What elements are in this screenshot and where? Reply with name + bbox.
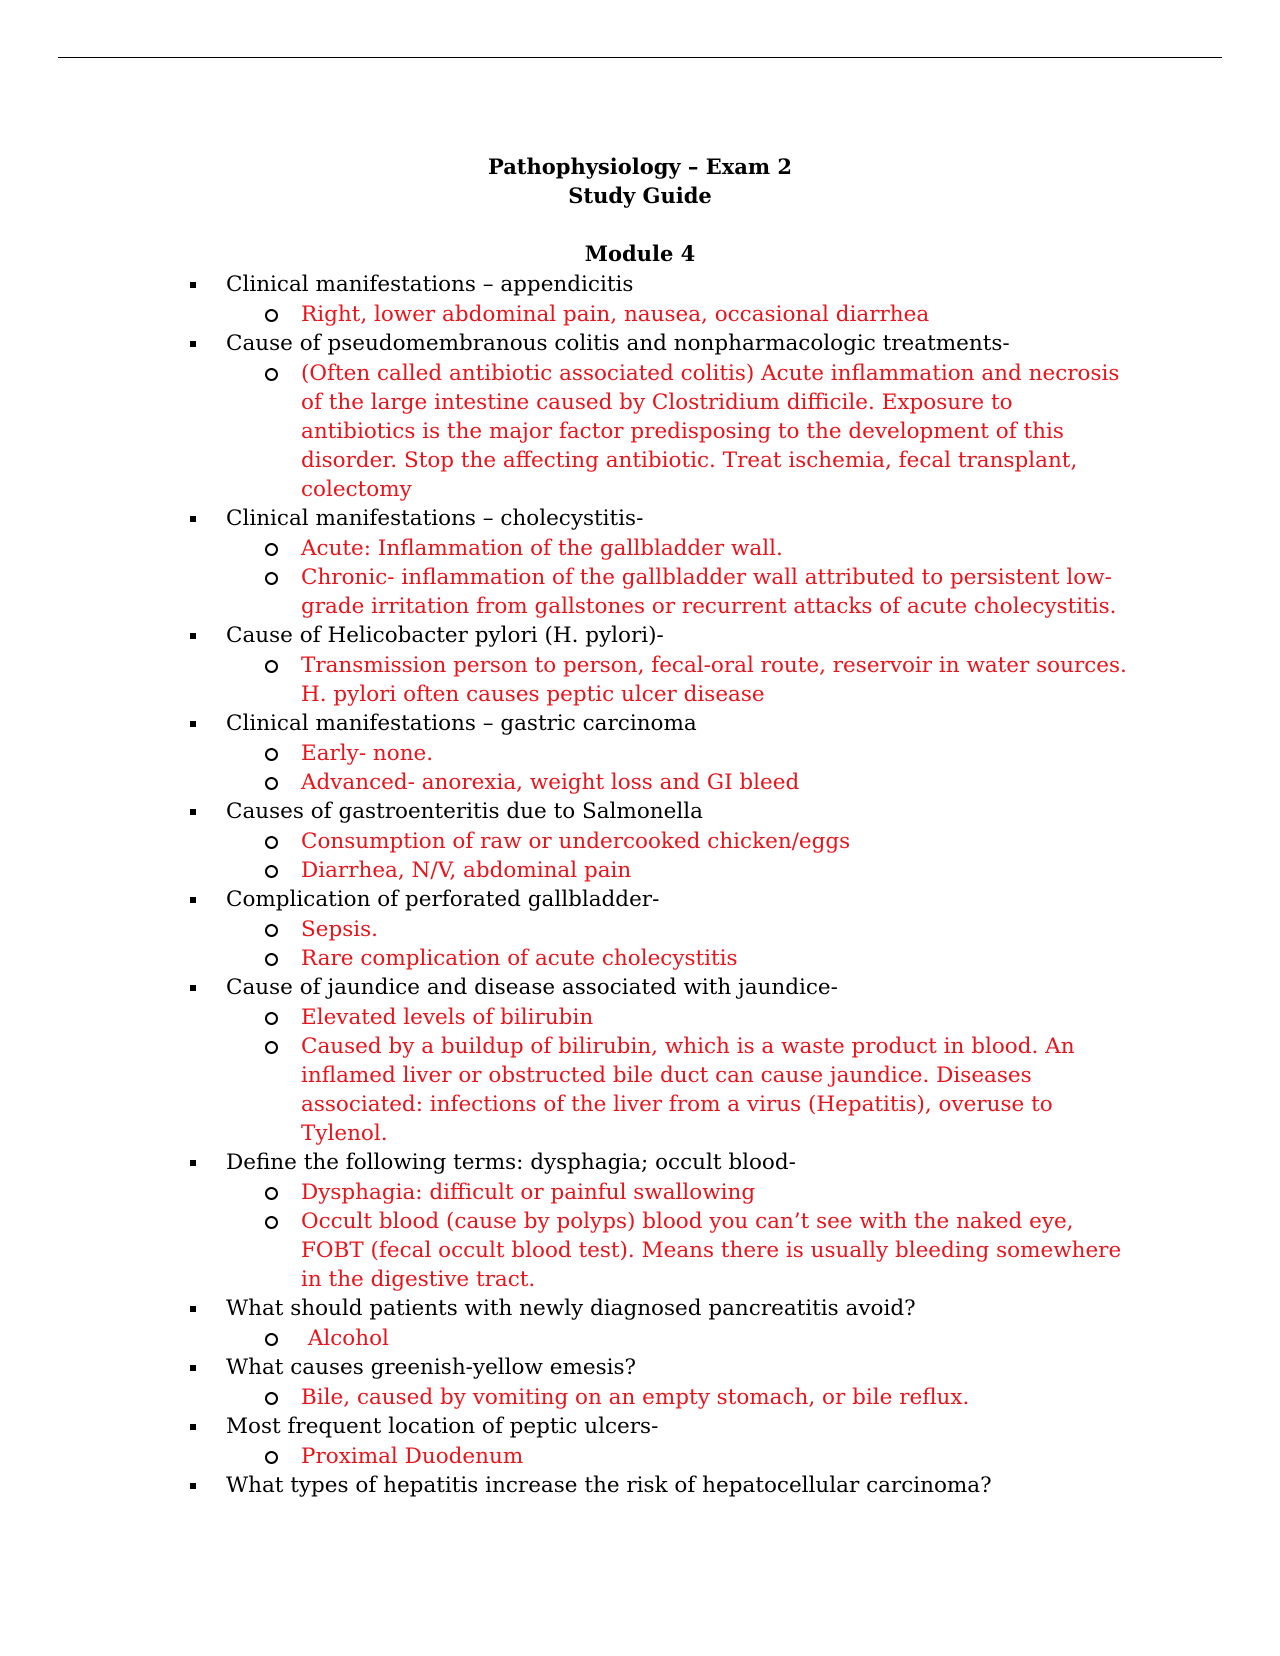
question-item [0,621,1280,709]
answer-text: Diarrhea, N/V, abdominal pain [301,858,632,883]
question-item [0,1412,1280,1471]
answer-line [0,768,1280,797]
square-bullet-icon [190,1306,196,1312]
circle-bullet-icon [265,660,278,673]
question-item [0,1294,1280,1353]
answer-text: Caused by a buildup of bilirubin, which is a waste product in blood. An inflamed liver or obstructed bile duct can cause jaundice. Diseases associated: infections of the liver from a virus (Hepatitis), overuse to Tylenol. [301,1034,1082,1146]
question-item [0,973,1280,1148]
circle-bullet-icon [265,368,278,381]
question-text: Clinical manifestations – appendicitis [226,272,634,297]
question-item [0,1353,1280,1412]
answer-line [0,1207,1280,1294]
question-item [0,329,1280,504]
answer-line [0,1003,1280,1032]
module-heading: Module 4 [584,241,696,266]
answer-text: Acute: Inflammation of the gallbladder wall. [301,536,783,561]
question-line [0,973,1280,1003]
circle-bullet-icon [265,1216,278,1229]
circle-bullet-icon [265,865,278,878]
question-item [0,504,1280,621]
question-text: What types of hepatitis increase the risk of hepatocellular carcinoma? [226,1473,992,1498]
answer-text: Proximal Duodenum [301,1444,524,1469]
question-text: Complication of perforated gallbladder- [226,887,660,912]
question-line [0,1148,1280,1178]
question-item [0,797,1280,885]
question-item [0,885,1280,973]
circle-bullet-icon [265,924,278,937]
answer-line [0,300,1280,329]
question-text: Cause of Helicobacter pylori (H. pylori)- [226,623,664,648]
answer-text: Transmission person to person, fecal-oral route, reservoir in water sources. H. pylori often causes peptic ulcer disease [301,653,1134,707]
square-bullet-icon [190,1365,196,1371]
square-bullet-icon [190,897,196,903]
question-text: Clinical manifestations – cholecystitis- [226,506,644,531]
answer-text: Advanced- anorexia, weight loss and GI bleed [301,770,800,795]
answer-text: Rare complication of acute cholecystitis [301,946,738,971]
square-bullet-icon [190,341,196,347]
answer-line [0,563,1280,621]
answer-text: Right, lower abdominal pain, nausea, occasional diarrhea [301,302,930,327]
answer-line [0,1383,1280,1412]
question-text: Cause of jaundice and disease associated with jaundice- [226,975,838,1000]
answer-line [0,915,1280,944]
question-line [0,1471,1280,1501]
square-bullet-icon [190,282,196,288]
answer-text: Occult blood (cause by polyps) blood you can’t see with the naked eye, FOBT (fecal occult blood test). Means there is usually bleeding somewhere in the digestive tract. [301,1209,1129,1292]
question-line [0,504,1280,534]
document-subtitle: Study Guide [568,183,712,208]
question-text: Clinical manifestations – gastric carcinoma [226,711,697,736]
answer-line [0,1032,1280,1148]
circle-bullet-icon [265,543,278,556]
question-item [0,1148,1280,1294]
question-line [0,270,1280,300]
circle-bullet-icon [265,748,278,761]
question-line [0,1353,1280,1383]
answer-text: (Often called antibiotic associated colitis) Acute inflammation and necrosis of the large intestine caused by Clostridium difficile. Exposure to antibiotics is the major factor predisposing to the development of this disorder. Stop the affecting antibiotic. Treat ischemia, fecal transplant, colectomy [301,361,1127,502]
question-line [0,1294,1280,1324]
document-title: Pathophysiology – Exam 2 [487,154,793,179]
circle-bullet-icon [265,309,278,322]
square-bullet-icon [190,1424,196,1430]
question-text: Most frequent location of peptic ulcers- [226,1414,659,1439]
question-line [0,621,1280,651]
question-text: Define the following terms: dysphagia; occult blood- [226,1150,796,1175]
question-item [0,709,1280,797]
answer-text: Elevated levels of bilirubin [301,1005,594,1030]
question-item [0,270,1280,329]
answer-text: Sepsis. [301,917,378,942]
answer-line [0,359,1280,504]
square-bullet-icon [190,516,196,522]
question-line [0,329,1280,359]
question-text: What should patients with newly diagnosed pancreatitis avoid? [226,1296,916,1321]
circle-bullet-icon [265,1333,278,1346]
question-text: Cause of pseudomembranous colitis and nonpharmacologic treatments- [226,331,1010,356]
top-rule [58,57,1222,58]
answer-line [0,1324,1280,1353]
answer-line [0,944,1280,973]
circle-bullet-icon [265,1187,278,1200]
question-text: What causes greenish-yellow emesis? [226,1355,637,1380]
answer-line [0,739,1280,768]
answer-line [0,1442,1280,1471]
circle-bullet-icon [265,953,278,966]
answer-line [0,651,1280,709]
circle-bullet-icon [265,777,278,790]
circle-bullet-icon [265,1012,278,1025]
circle-bullet-icon [265,1451,278,1464]
answer-line [0,827,1280,856]
question-line [0,709,1280,739]
question-text: Causes of gastroenteritis due to Salmonella [226,799,703,824]
question-line [0,1412,1280,1442]
square-bullet-icon [190,1483,196,1489]
circle-bullet-icon [265,836,278,849]
answer-line [0,856,1280,885]
square-bullet-icon [190,721,196,727]
answer-text: Early- none. [301,741,434,766]
answer-line [0,534,1280,563]
question-line [0,885,1280,915]
answer-text: Bile, caused by vomiting on an empty stomach, or bile reflux. [301,1385,970,1410]
square-bullet-icon [190,633,196,639]
circle-bullet-icon [265,1041,278,1054]
circle-bullet-icon [265,572,278,585]
answer-line [0,1178,1280,1207]
square-bullet-icon [190,985,196,991]
question-line [0,797,1280,827]
square-bullet-icon [190,809,196,815]
circle-bullet-icon [265,1392,278,1405]
question-item [0,1471,1280,1501]
study-guide-list [0,270,1280,1501]
answer-text: Consumption of raw or undercooked chicken/eggs [301,829,851,854]
answer-text: Dysphagia: difficult or painful swallowing [301,1180,756,1205]
answer-text: Chronic- inflammation of the gallbladder wall attributed to persistent low-grade irritation from gallstones or recurrent attacks of acute cholecystitis. [301,565,1117,619]
answer-text: Alcohol [301,1326,389,1351]
square-bullet-icon [190,1160,196,1166]
